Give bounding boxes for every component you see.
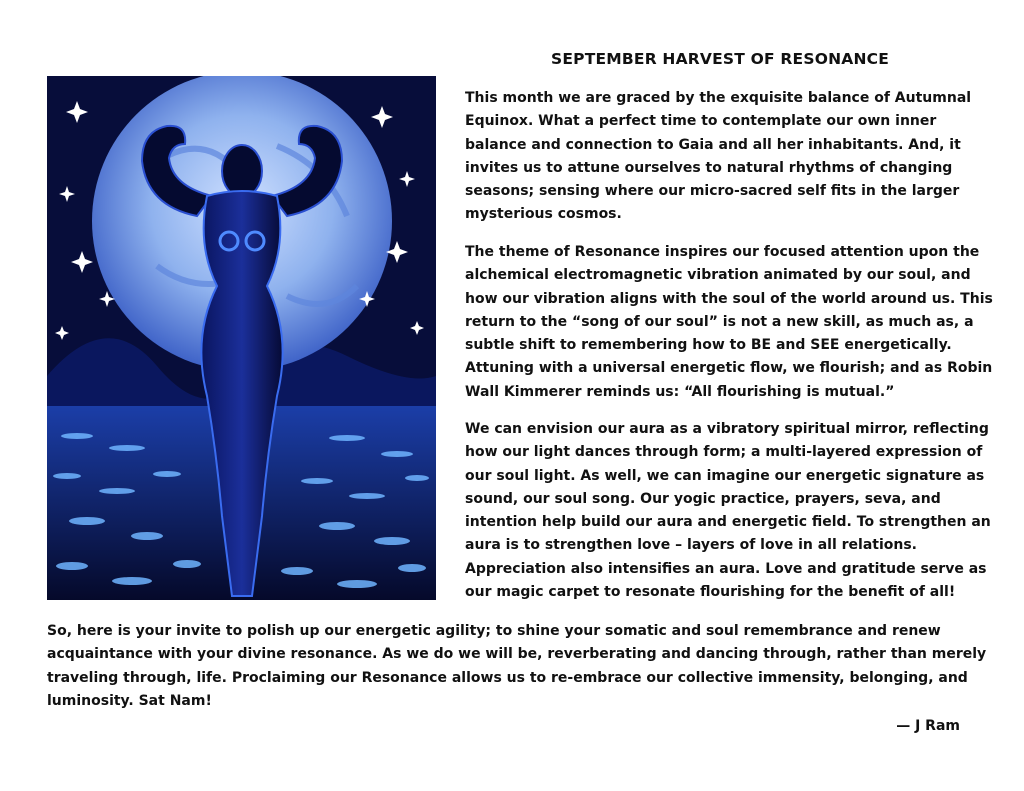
goddess-moon-artwork [47, 76, 436, 600]
signature: — J Ram [896, 718, 960, 734]
artwork-svg [47, 76, 436, 600]
paragraph-aura: We can envision our aura as a vibratory spiritual mirror, reflecting how our light dances through form; a multi-layered expression of our soul light. As well, we can imagine our energetic signature as sound, our soul song. Our yogic practice, prayers, seva, and intention help build our aura and energetic field. To strengthen an aura is to strengthen love – layers of love in all relations. Appreciation also intensifies an aura. Love and gratitude serve as our magic carpet to resonate flourishing for the benefit of all! [465, 421, 991, 601]
paragraph-invitation: So, here is your invite to polish up our energetic agility; to shine your somatic and soul remembrance and renew acquaintance with your divine resonance. As we do we will be, reverberating and dancing through, rather than merely traveling through, life. Proclaiming our Resonance allows us to re-embrace our collective immensity, belonging, and luminosity. Sat Nam! [47, 623, 987, 709]
paragraph-equinox: This month we are graced by the exquisite balance of Autumnal Equinox. What a perfect time to contemplate our own inner balance and connection to Gaia and all her inhabitants. And, it invites us to attune ourselves to natural rhythms of changing seasons; sensing where our micro-sacred self fits in the larger mysterious cosmos. [465, 90, 972, 223]
page-title: SEPTEMBER HARVEST OF RESONANCE [551, 50, 889, 68]
paragraph-resonance-theme: The theme of Resonance inspires our focused attention upon the alchemical electromagnetic vibration animated by our soul, and how our vibration aligns with the soul of the world around us. This return to the “song of our soul” is not a new skill, as much as, a subtle shift to remembering how to BE and SEE energetically. Attuning with a universal energetic flow, we flourish; and as Robin Wall Kimmerer reminds us: “All flourishing is mutual.” [465, 244, 993, 400]
